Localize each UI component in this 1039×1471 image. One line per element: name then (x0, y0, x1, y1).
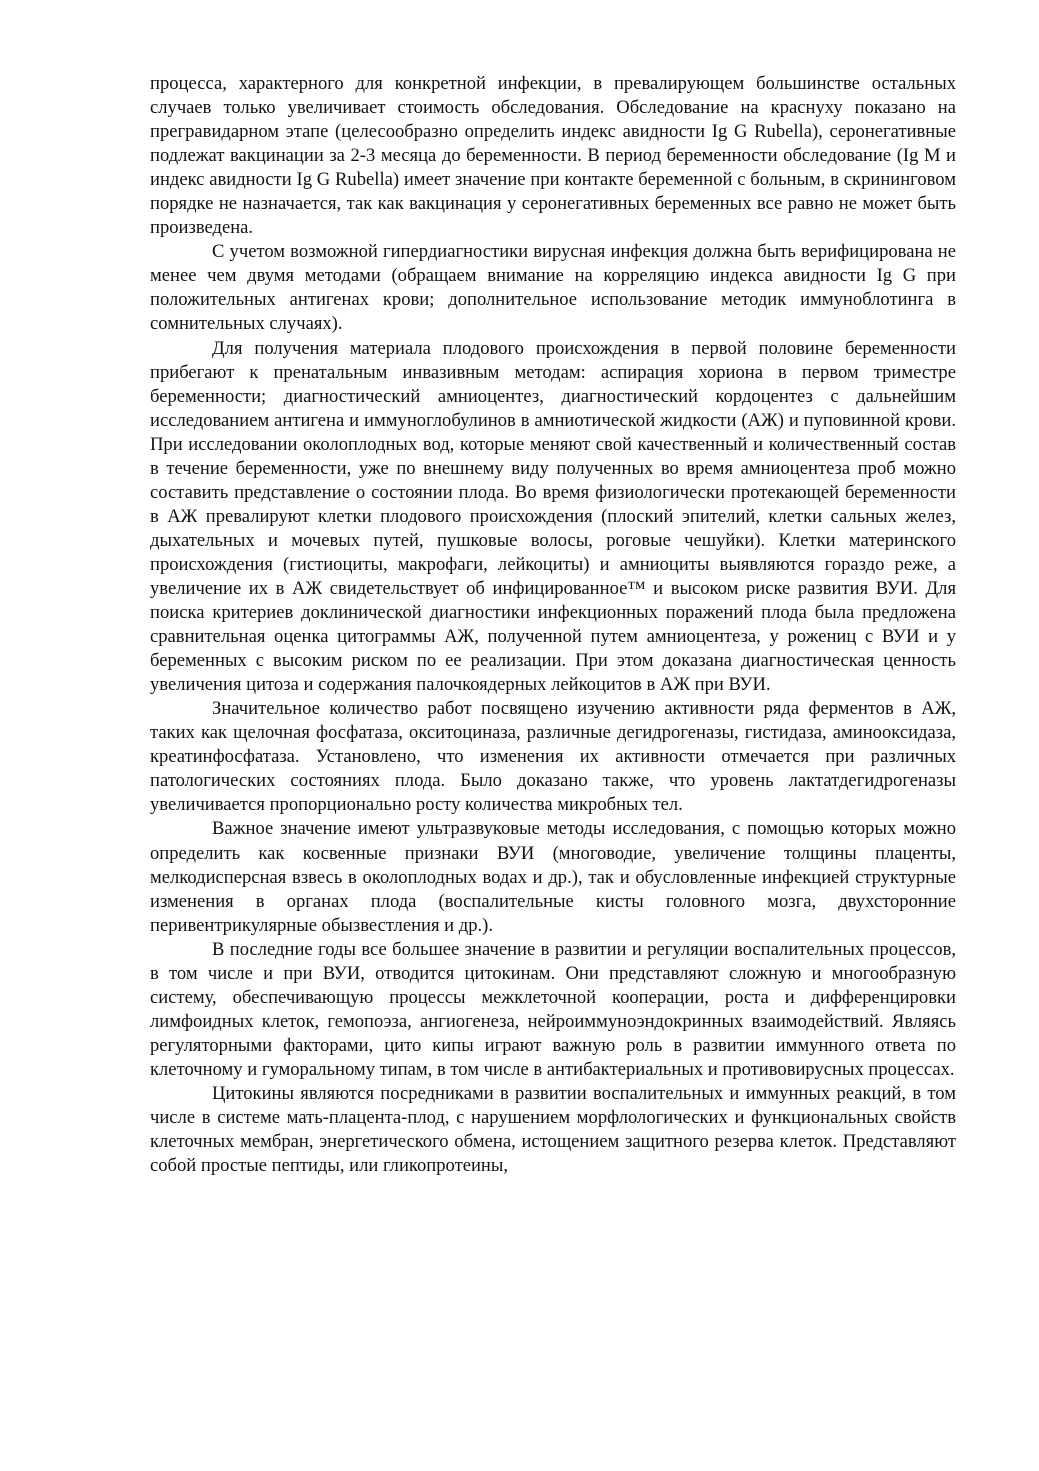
paragraph-6: В последние годы все большее значение в развитии и регуляции воспалительных процессов, в том числе и при ВУИ, отводится цитокинам. Они представляют сложную и многообразную систему, обеспечивающую процессы межклеточной кооперации, роста и дифференцировки лимфоидных клеток, гемопоэза, ангиогенеза, нейроиммуноэндокринных взаимодействий. Являясь регуляторными факторами, цито кипы играют важную роль в развитии иммунного ответа по клеточному и гуморальному типам, в том числе в антибактериальных и противовирусных процессах. (150, 938, 956, 1080)
paragraph-4: Значительное количество работ посвящено изучению активности ряда ферментов в АЖ, таких как щелочная фосфатаза, окситоциназа, различные дегидрогеназы, гистидаза, аминооксидаза, креатинфосфатаза. Установлено, что изменения их активности отмечается при различных патологических состояниях плода. Было доказано также, что уровень лактатдегидрогеназы увеличивается пропорционально росту количества микробных тел. (150, 698, 956, 816)
paragraph-5: Важное значение имеют ультразвуковые методы исследования, с помощью которых можно определить как косвенные признаки ВУИ (многоводие, увеличение толщины плаценты, мелкодисперсная взвесь в околоплодных водах и др.), так и обусловленные инфекцией структурные изменения в органах плода (воспалительные кисты головного мозга, двухсторонние перивентрикулярные обызвестления и др.). (150, 818, 956, 936)
document-page (150, 72, 956, 1178)
paragraph-1: процесса, характерного для конкретной инфекции, в превалирующем большинстве остальных случаев только увеличивает стоимость обследования. Обследование на краснуху показано на прегравидарном этапе (целесообразно определить индекс авидности Ig G Rubella), серонегативные подлежат вакцинации за 2-3 месяца до беременности. В период беременности обследование (Ig M и индекс авидности Ig G Rubella) имеет значение при контакте беременной с больным, в скрининговом порядке не назначается, так как вакцинация у серонегативных беременных все равно не может быть произведена. (150, 73, 956, 239)
paragraph-7: Цитокины являются посредниками в развитии воспалительных и иммунных реакций, в том числе в системе мать-плацента-плод, с нарушением морфлологических и функциональных свойств клеточных мембран, энергетического обмена, истощением защитного резерва клеток. Представляют собой простые пептиды, или гликопротеины, (150, 1082, 956, 1177)
paragraph-3: Для получения материала плодового происхождения в первой половине беременности прибегают к пренатальным инвазивным методам: аспирация хориона в первом триместре беременности; диагностический амниоцентез, диагностический кордоцентез с дальнейшим исследованием антигена и иммуноглобулинов в амниотической жидкости (АЖ) и пуповинной крови. При исследовании околоплодных вод, которые меняют свой качественный и количественный состав в течение беременности, уже по внешнему виду полученных во время амниоцентеза проб можно составить представление о состоянии плода. Во время физиологически протекающей беременности в АЖ превалируют клетки плодового происхождения (плоский эпителий, клетки сальных желез, дыхательных и мочевых путей, пушковые волосы, роговые чешуйки). Клетки материнского происхождения (гистиоциты, макрофаги, лейкоциты) и амниоциты выявляются гораздо реже, а увеличение их в АЖ свидетельствует об инфицированное™ и высоком риске развития ВУИ. Для поиска критериев доклинической диагностики инфекционных поражений плода была предложена сравнительная оценка цитограммы АЖ, полученной путем амниоцентеза, у рожениц с ВУИ и у беременных с высоким риском по ее реализации. При этом доказана диагностическая ценность увеличения цитоза и содержания палочкоядерных лейкоцитов в АЖ при ВУИ. (150, 337, 956, 696)
paragraph-2: С учетом возможной гипердиагностики вирусная инфекция должна быть верифицирована не менее чем двумя методами (обращаем внимание на корреляцию индекса авидности Ig G при положительных антигенах крови; дополнительное использование методик иммуноблотинга в сомнительных случаях). (150, 241, 956, 335)
